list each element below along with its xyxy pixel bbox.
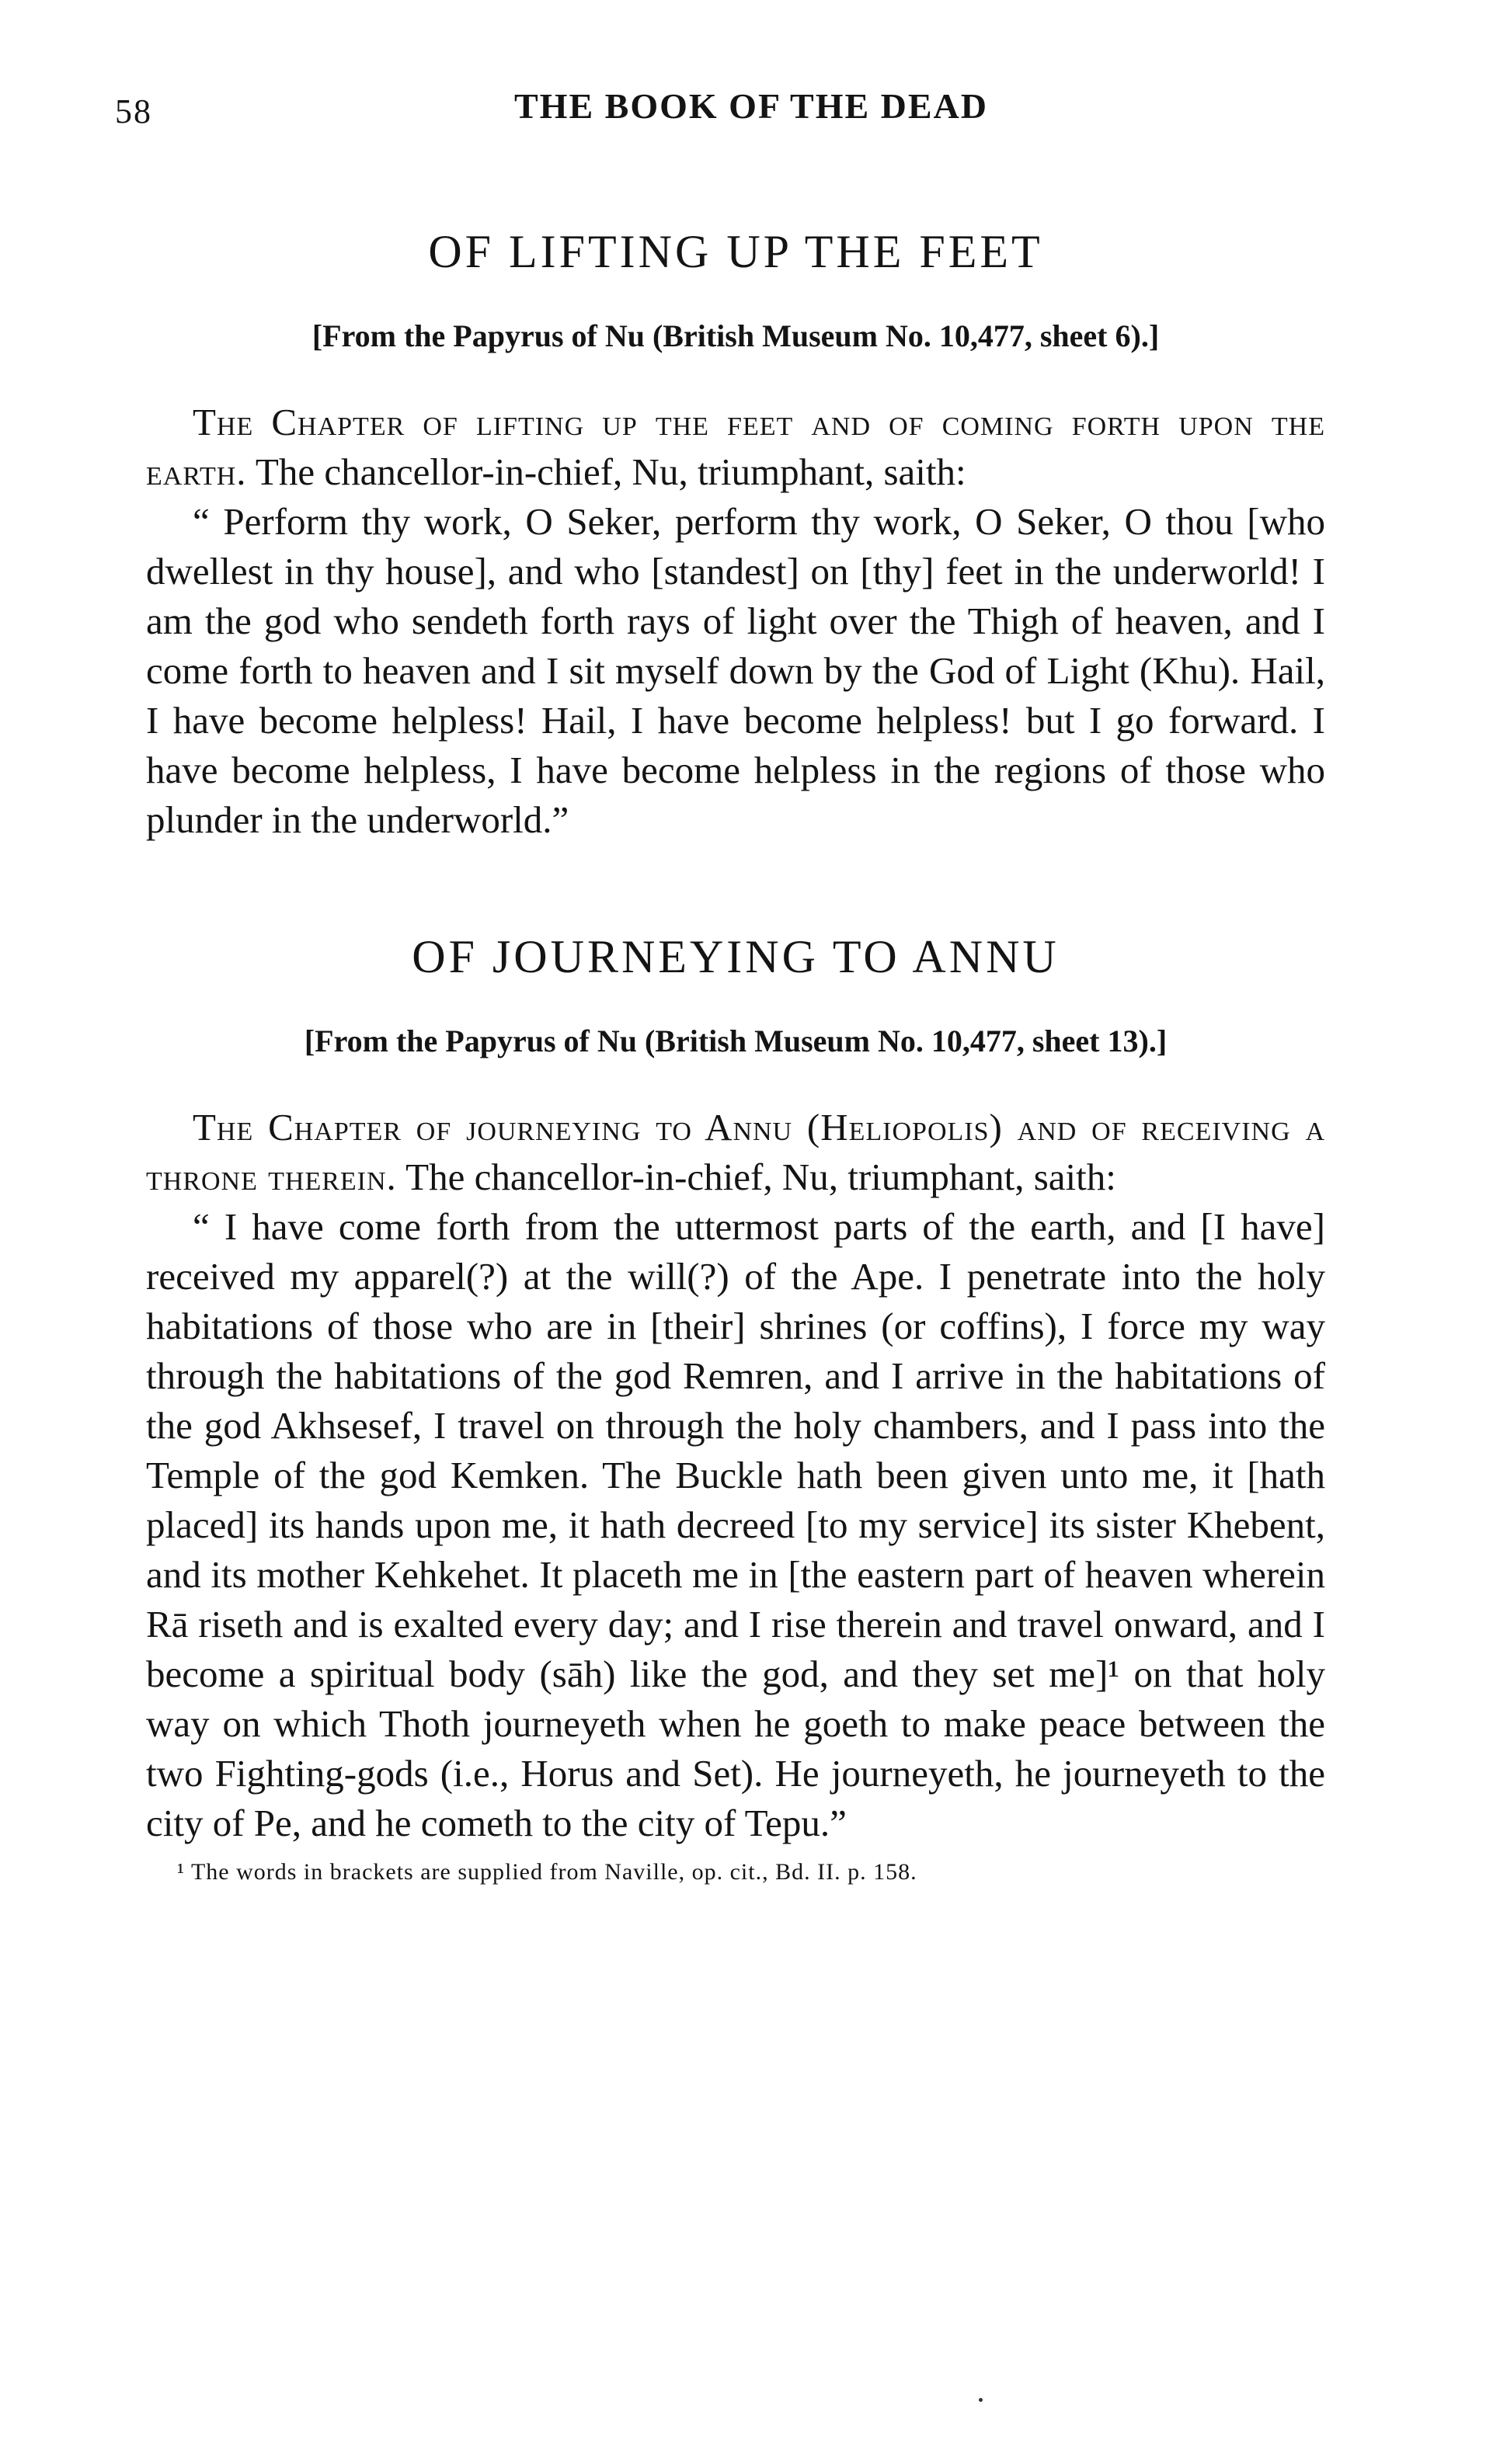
- chapter-lifting-up-feet: [146, 225, 1325, 845]
- book-page: [115, 85, 1325, 1885]
- running-head: [115, 85, 1325, 140]
- source-citation: [From the Papyrus of Nu (British Museum No. 10,477, sheet 6).]: [311, 318, 1160, 353]
- chapter-journeying-to-annu: [146, 930, 1325, 1848]
- chapter-intro-text: The chancellor-in-chief, Nu, triumphant, saith:: [246, 450, 966, 493]
- print-speck: [979, 2398, 983, 2402]
- source-citation: [From the Papyrus of Nu (British Museum No. 10,477, sheet 13).]: [304, 1023, 1168, 1058]
- chapter-intro-text: The chancellor-in-chief, Nu, triumphant, saith:: [396, 1156, 1116, 1198]
- page-number: 58: [115, 92, 152, 130]
- chapter-body: “ I have come forth from the uttermost parts of the earth, and [I have] received my apparel(?) at the will(?) of the Ape. I penetrate into the holy habitations of those who are in [their] shrines (or coffins), I force my way through the habitations of the god Remren, and I arrive in the habitations of the god Akhsesef, I travel on through the holy chambers, and I pass into the Temple of the god Kemken. The Buckle hath been given unto me, it [hath placed] its hands upon me, it hath decreed [to my service] its sister Khebent, and its mother Kehkehet. It placeth me in [the eastern part of heaven wherein Rā riseth and is exalted every day; and I rise therein and travel onward, and I become a spiritual body (sāh) like the god, and they set me]¹ on that holy way on which Thoth journeyeth when he goeth to make peace between the two Fighting-gods (i.e., Horus and Set). He journeyeth, he journeyeth to the city of Pe, and he cometh to the city of Tepu.”: [146, 1205, 1325, 1844]
- section-title: OF JOURNEYING TO ANNU: [412, 931, 1060, 982]
- chapter-intro: [146, 398, 1325, 497]
- footnote: ¹ The words in brackets are supplied from Naville, op. cit., Bd. II. p. 158.: [177, 1859, 917, 1885]
- chapter-intro: [146, 1103, 1325, 1202]
- running-head-title: THE BOOK OF THE DEAD: [514, 86, 988, 126]
- chapter-heading-small-caps: The Chapter of lifting up the feet and of coming forth upon the earth.: [146, 401, 1325, 493]
- chapter-body: “ Perform thy work, O Seker, perform thy work, O Seker, O thou [who dwellest in thy house], and who [standest] on [thy] feet in the underworld! I am the god who sendeth forth rays of light over the Thigh of heaven, and I come forth to heaven and I sit myself down by the God of Light (Khu). Hail, I have become helpless! Hail, I have become helpless! but I go forward. I have become helpless, I have become helpless in the regions of those who plunder in the underworld.”: [146, 500, 1325, 841]
- chapter-heading-small-caps: The Chapter of journeying to Annu (Heliopolis) and of receiving a throne therein.: [146, 1106, 1325, 1198]
- section-title: OF LIFTING UP THE FEET: [428, 226, 1043, 277]
